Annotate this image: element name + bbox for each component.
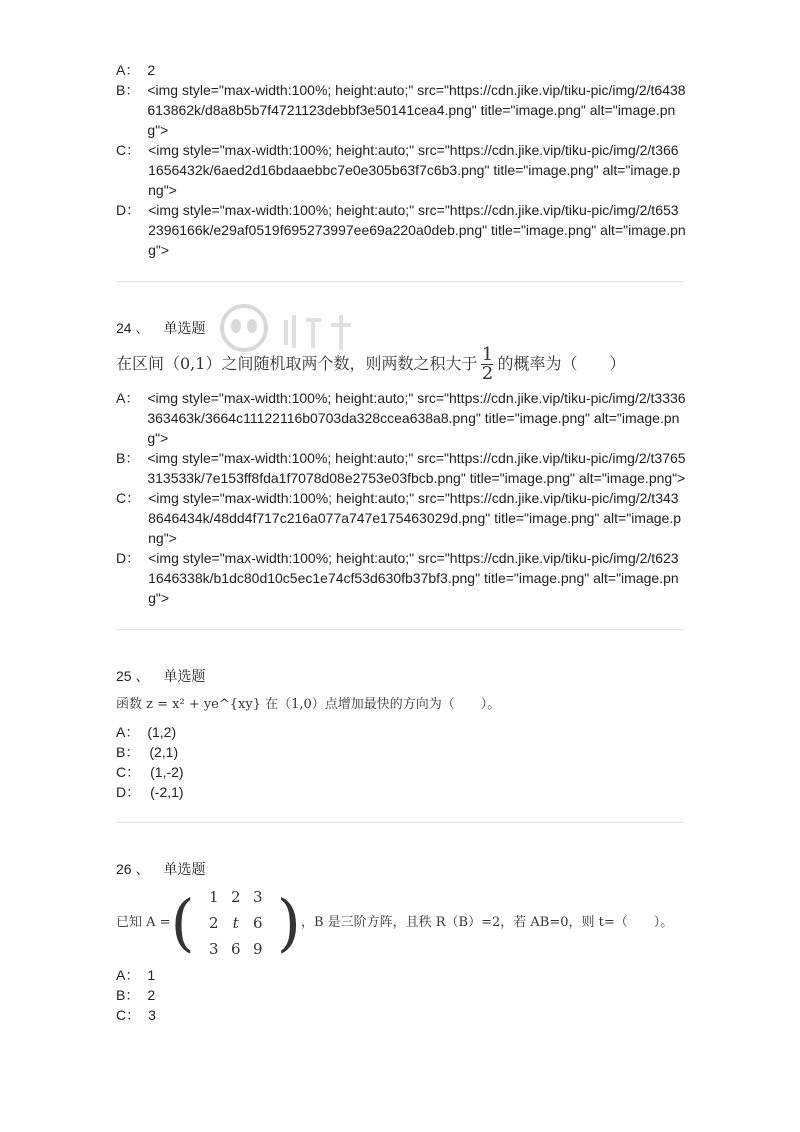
question-stem-image [116, 692, 686, 718]
matrix-cell: 2 [208, 914, 219, 932]
question-header [116, 666, 686, 686]
option-b[interactable]: B： <img style="max-width:100%; height:auto;" src="https://cdn.jike.vip/tiku-pic/img/2/t6438613862k/d8a8b5b7f4721123debbf3e50141cea4.png" title="image.png" alt="image.png"> [116, 82, 686, 138]
option-b[interactable]: B： 2 [116, 987, 156, 1003]
question-number: 26 、 [116, 861, 150, 877]
matrix-cell: t [232, 914, 239, 932]
option-a[interactable]: A： <img style="max-width:100%; height:auto;" src="https://cdn.jike.vip/tiku-pic/img/2/t3336363463k/3664c11122116b0703da328ccea638a8.png" title="image.png" alt="image.png"> [116, 390, 686, 446]
question-type: 单选题 [163, 320, 206, 336]
question-header [116, 318, 686, 338]
matrix-cell: 3 [208, 940, 219, 958]
question-stem-text: 在区间（0,1）之间随机取两个数，则两数之积大于 [116, 354, 478, 373]
fraction: $\frac{1}{2}$ [481, 343, 494, 384]
matrix-cell: 3 [252, 888, 263, 906]
question-list [116, 60, 686, 1025]
question-type: 单选题 [163, 861, 206, 877]
matrix-cell: 2 [230, 888, 241, 906]
question-stem-text: 已知 A = [116, 915, 171, 930]
question-23-options [116, 60, 686, 260]
matrix-left-paren: ( [170, 886, 195, 959]
question-26 [116, 859, 686, 1025]
matrix-cell: 6 [252, 914, 263, 932]
question-25 [116, 666, 686, 802]
option-d[interactable]: D： (-2,1) [116, 784, 184, 800]
question-header [116, 859, 686, 879]
option-d[interactable]: D： <img style="max-width:100%; height:auto;" src="https://cdn.jike.vip/tiku-pic/img/2/t6231646338k/b1dc80d10c5ec1e74cf53d630fb37bf3.png" title="image.png" alt="image.png"> [116, 550, 679, 606]
question-number: 25 、 [116, 668, 150, 684]
option-a[interactable]: A： (1,2) [116, 724, 177, 740]
matrix-cell: 9 [252, 940, 263, 958]
question-number: 24 、 [116, 320, 150, 336]
option-c[interactable]: C： 3 [116, 1007, 156, 1023]
matrix-cell: 1 [208, 888, 219, 906]
option-c[interactable]: C： (1,-2) [116, 764, 184, 780]
matrix [195, 887, 277, 959]
option-c[interactable]: C： <img style="max-width:100%; height:auto;" src="https://cdn.jike.vip/tiku-pic/img/2/t3661656432k/6aed2d16bdaaebbc7e0e305b63f7c6b3.png" title="image.png" alt="image.png"> [116, 142, 681, 198]
option-a[interactable]: A： 2 [116, 62, 156, 78]
option-a[interactable]: A： 1 [116, 967, 156, 983]
question-24 [116, 318, 686, 608]
matrix-right-paren: ) [276, 886, 301, 959]
question-stem-text: 函数 z = x² + ye^{xy} 在（1,0）点增加最快的方向为（ ）。 [116, 697, 501, 712]
question-stem-image [116, 885, 686, 961]
question-type: 单选题 [163, 668, 206, 684]
option-b[interactable]: B： (2,1) [116, 744, 179, 760]
option-d[interactable]: D： <img style="max-width:100%; height:auto;" src="https://cdn.jike.vip/tiku-pic/img/2/t6532396166k/e29af0519f695273997ee69a220a0deb.png" title="image.png" alt="image.png"> [116, 202, 686, 258]
question-stem-text-end: 的概率为（ ） [497, 354, 626, 373]
question-stem-image [116, 344, 686, 384]
option-b[interactable]: B： <img style="max-width:100%; height:auto;" src="https://cdn.jike.vip/tiku-pic/img/2/t3765313533k/7e153ff8fda1f7078d08e2753e03fbcb.png" title="image.png" alt="image.png"> [116, 450, 686, 486]
question-stem-text-end: ，B 是三阶方阵，且秩 R（B）=2，若 AB=0，则 t=（ ）。 [300, 915, 674, 930]
option-c[interactable]: C： <img style="max-width:100%; height:auto;" src="https://cdn.jike.vip/tiku-pic/img/2/t3438646434k/48dd4f717c216a077a747e175463029d.png" title="image.png" alt="image.png"> [116, 490, 682, 546]
matrix-cell: 6 [230, 940, 241, 958]
